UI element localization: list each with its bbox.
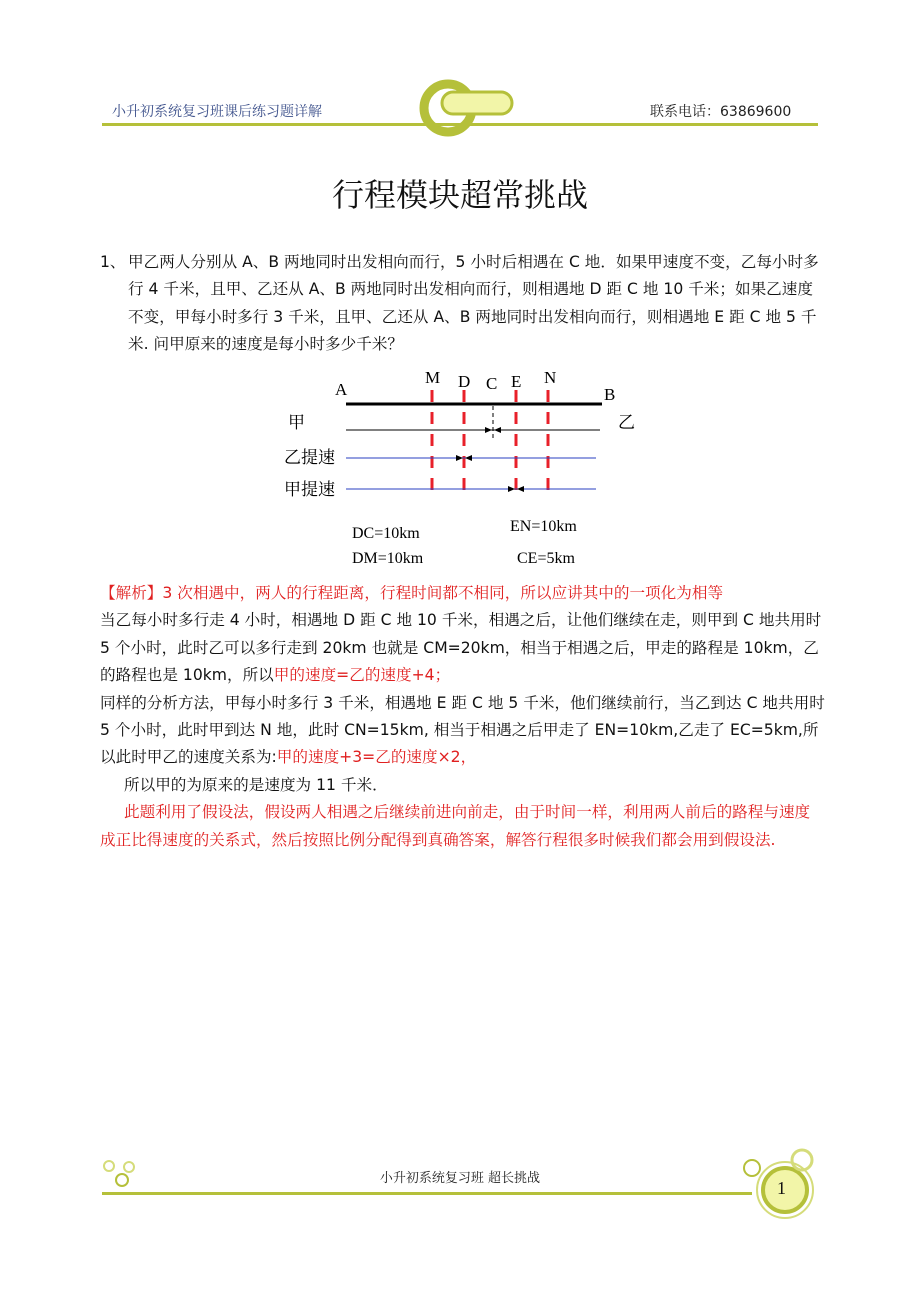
meeting-diagram [280, 360, 660, 575]
answer-p1-text: 当乙每小时多行走 4 小时，相遇地 D 距 C 地 10 千米，相遇之后，让他们继续在走，则甲到 C 地共用时 5 个小时，此时乙可以多行走到 20km 也就是 CM=20km，相当于相遇之后，甲走的路程是 10km，乙的路程也是 10km，所以 [100, 611, 822, 685]
footer-text: 小升初系统复习班 超长挑战 [379, 1171, 541, 1186]
label-A: A [335, 380, 348, 399]
answer-section [100, 580, 825, 854]
header-ornament-icon [418, 78, 528, 138]
note-en: EN=10km [510, 518, 577, 535]
question-text: 甲乙两人分别从 A、B 两地同时出发相向而行，5 小时后相遇在 C 地．如果甲速度不变，乙每小时多行 4 千米，且甲、乙还从 A、B 两地同时出发相向而行，则相遇地 D 距 C 地 10 千米；如果乙速度不变，甲每小时多行 3 千米，且甲、乙还从 A、B 两地同时出发相向而行，则相遇地 E 距 C 地 5 千米. 问甲原来的速度是每小时多少千米？ [128, 253, 819, 354]
red-markers [432, 390, 548, 495]
label-N: N [544, 368, 557, 387]
label-C: C [486, 374, 498, 393]
answer-lead: 【解析】3 次相遇中，两人的行程距离，行程时间都不相同，所以应讲其中的一项化为相等 [100, 584, 724, 602]
label-B: B [604, 385, 616, 404]
answer-p2-text: 同样的分析方法，甲每小时多行 3 千米，相遇地 E 距 C 地 5 千米，他们继续前行，当乙到达 C 地共用时 5 个小时，此时甲到达 N 地，此时 CN=15km, 相当于相遇之后甲走了 EN=10km,乙走了 EC=5km,所以此时甲乙的速度关系为: [100, 693, 825, 767]
answer-p1-formula: 甲的速度=乙的速度+4； [273, 666, 451, 685]
note-ce: CE=5km [517, 550, 575, 567]
label-E: E [511, 372, 522, 391]
row-yi-label: 乙 [618, 413, 635, 432]
note-dc: DC=10km [352, 525, 420, 542]
answer-paragraph-1 [100, 607, 825, 689]
question-number: 1、 [100, 253, 126, 271]
note-dm: DM=10km [352, 550, 424, 567]
header-left-text: 小升初系统复习班课后练习题详解 [112, 104, 322, 120]
answer-paragraph-3: 所以甲的为原来的是速度为 11 千米． [124, 775, 388, 794]
answer-paragraph-2 [100, 690, 825, 772]
answer-paragraph-4: 此题利用了假设法，假设两人相遇之后继续前进向前走，由于时间一样，利用两人前后的路程与速度成正比得速度的关系式，然后按照比例分配得到真确答案，解答行程很多时候我们都会用到假设法. [100, 803, 811, 849]
label-D: D [458, 372, 471, 391]
page-number: 1 [777, 1178, 786, 1198]
row-yi-speedup-label: 乙提速 [284, 448, 335, 467]
row-jia-label: 甲 [288, 413, 305, 432]
row-jia-speedup-label: 甲提速 [284, 480, 335, 499]
label-M: M [425, 368, 441, 387]
footer-divider [102, 1192, 752, 1195]
question-1 [100, 249, 825, 359]
header-phone: 联系电话：63869600 [650, 104, 792, 120]
page-title: 行程模块超常挑战 [331, 176, 588, 214]
answer-p2-formula: 甲的速度+3=乙的速度×2， [276, 748, 477, 767]
